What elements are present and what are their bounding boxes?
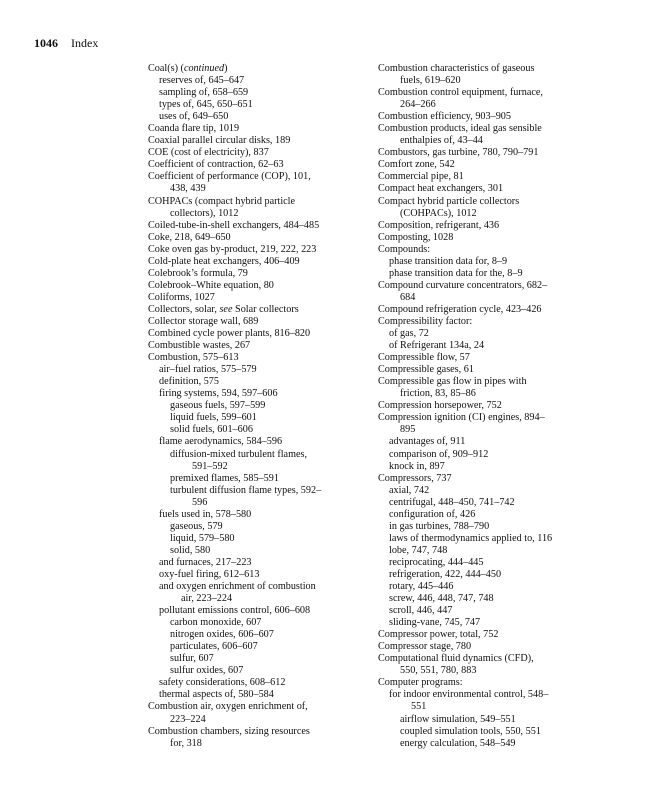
index-subentry: advantages of, 911	[389, 436, 466, 448]
index-entry-continuation: 550, 551, 780, 883	[400, 665, 477, 677]
index-subentry: reciprocating, 444–445	[389, 556, 484, 568]
index-subentry: fuels used in, 578–580	[159, 508, 252, 520]
index-subentry: definition, 575	[159, 376, 219, 388]
index-subentry: and furnaces, 217–223	[159, 556, 252, 568]
index-entry: Compact heat exchangers, 301	[378, 183, 504, 195]
index-entry: Coke, 218, 649–650	[148, 231, 231, 243]
index-entry: Coal(s) (continued)	[148, 63, 228, 74]
index-subentry: safety considerations, 608–612	[159, 677, 286, 689]
index-entry: Composition, refrigerant, 436	[378, 219, 500, 231]
index-subentry: firing systems, 594, 597–606	[159, 388, 278, 400]
index-subentry: and oxygen enrichment of combustion	[159, 581, 316, 593]
index-entry-continuation: collectors), 1012	[170, 207, 239, 219]
index-subentry: comparison of, 909–912	[389, 448, 489, 460]
index-entry: Coke oven gas by-product, 219, 222, 223	[148, 243, 317, 255]
index-subentry: of Refrigerant 134a, 24	[389, 340, 485, 352]
index-subentry: for indoor environmental control, 548–	[389, 689, 549, 701]
index-entry: Coliforms, 1027	[148, 291, 215, 303]
index-entry: Compounds:	[378, 243, 431, 255]
page-header	[34, 36, 98, 51]
index-column-right	[378, 63, 603, 750]
index-entry: Compressibility factor:	[378, 315, 473, 327]
index-entry-continuation: enthalpies of, 43–44	[400, 135, 483, 147]
index-entry: Compression horsepower, 752	[378, 400, 502, 412]
index-subentry: pollutant emissions control, 606–608	[159, 605, 311, 617]
index-entry: Combustion efficiency, 903–905	[378, 111, 511, 123]
index-subentry: in gas turbines, 788–790	[389, 520, 490, 532]
index-subentry: types of, 645, 650–651	[159, 99, 253, 111]
index-entry-continuation: fuels, 619–620	[400, 75, 461, 87]
index-entry: Compound curvature concentrators, 682–	[378, 279, 548, 291]
index-entry: Coanda flare tip, 1019	[148, 123, 240, 135]
index-entry: Coefficient of contraction, 62–63	[148, 159, 284, 171]
index-subentry: sliding-vane, 745, 747	[389, 617, 481, 629]
index-entry: Collector storage wall, 689	[148, 315, 259, 327]
index-entry: Compressors, 737	[378, 472, 452, 484]
index-entry: Collectors, solar, see Solar collectors	[148, 303, 299, 315]
index-subentry: rotary, 445–446	[389, 581, 454, 593]
index-subentry: knock in, 897	[389, 460, 445, 472]
index-entry-continuation: (COHPACs), 1012	[400, 207, 477, 219]
index-subentry: liquid, 579–580	[170, 532, 235, 544]
index-entry: Combustion products, ideal gas sensible	[378, 123, 542, 135]
index-entry-continuation: 223–224	[170, 713, 206, 725]
index-subentry: reserves of, 645–647	[159, 75, 245, 87]
index-entry: Compressible flow, 57	[378, 352, 470, 364]
index-subentry: centrifugal, 448–450, 741–742	[389, 496, 515, 508]
index-subentry: gaseous fuels, 597–599	[170, 400, 266, 412]
index-entry: Combustion chambers, sizing resources	[148, 725, 310, 737]
index-subentry: refrigeration, 422, 444–450	[389, 568, 502, 580]
index-subentry: particulates, 606–607	[170, 641, 258, 653]
index-subentry: laws of thermodynamics applied to, 116	[389, 532, 553, 544]
index-entry: Colebrook’s formula, 79	[148, 267, 248, 279]
index-entry: Combustible wastes, 267	[148, 340, 251, 352]
index-entry-continuation: 438, 439	[170, 183, 206, 195]
index-subentry: configuration of, 426	[389, 508, 476, 520]
index-entry: Computational fluid dynamics (CFD),	[378, 653, 534, 665]
index-subentry: energy calculation, 548–549	[400, 737, 516, 749]
index-entry: COHPACs (compact hybrid particle	[148, 195, 296, 207]
index-entry: Cold-plate heat exchangers, 406–409	[148, 255, 300, 267]
index-entry-continuation: 684	[400, 291, 416, 303]
index-entry: Compressor power, total, 752	[378, 629, 499, 641]
index-entry-continuation: 264–266	[400, 99, 436, 111]
index-entry: Combustion characteristics of gaseous	[378, 63, 535, 74]
index-entry: COE (cost of electricity), 837	[148, 147, 269, 159]
index-subentry: sulfur oxides, 607	[170, 665, 244, 677]
index-subentry: turbulent diffusion flame types, 592–	[170, 484, 322, 496]
index-subentry: solid fuels, 601–606	[170, 424, 253, 436]
index-subentry: uses of, 649–650	[159, 111, 229, 123]
index-entry: Compressible gases, 61	[378, 364, 474, 376]
index-subentry: sulfur, 607	[170, 653, 214, 665]
index-entry: Coefficient of performance (COP), 101,	[148, 171, 311, 183]
index-entry: Coiled-tube-in-shell exchangers, 484–485	[148, 219, 320, 231]
page-header-title: Index	[71, 36, 99, 50]
index-entry: Commercial pipe, 81	[378, 171, 464, 183]
index-subentry: gaseous, 579	[170, 520, 223, 532]
index-entry-continuation: air, 223–224	[181, 593, 233, 605]
index-entry-continuation: 596	[192, 496, 208, 508]
index-entry: Combustion, 575–613	[148, 352, 239, 364]
index-subentry: sampling of, 658–659	[159, 87, 249, 99]
index-entry: Comfort zone, 542	[378, 159, 455, 171]
index-entry-continuation: 591–592	[192, 460, 228, 472]
index-entry: Combined cycle power plants, 816–820	[148, 328, 311, 340]
index-entry: Combustors, gas turbine, 780, 790–791	[378, 147, 539, 159]
index-subentry: axial, 742	[389, 484, 430, 496]
index-subentry: oxy-fuel firing, 612–613	[159, 568, 260, 580]
index-subentry: phase transition data for the, 8–9	[389, 267, 523, 279]
index-subentry: lobe, 747, 748	[389, 544, 448, 556]
index-entry: Compression ignition (CI) engines, 894–	[378, 412, 545, 424]
index-subentry: screw, 446, 448, 747, 748	[389, 593, 494, 605]
index-entry: Composting, 1028	[378, 231, 454, 243]
index-subentry: thermal aspects of, 580–584	[159, 689, 274, 701]
index-entry: Computer programs:	[378, 677, 463, 689]
index-subentry: solid, 580	[170, 544, 211, 556]
index-entry-continuation: friction, 83, 85–86	[400, 388, 476, 400]
index-entry-continuation: 895	[400, 424, 416, 436]
index-subentry: nitrogen oxides, 606–607	[170, 629, 274, 641]
index-subentry: coupled simulation tools, 550, 551	[400, 725, 541, 737]
index-entry: Colebrook–White equation, 80	[148, 279, 274, 291]
index-subentry: of gas, 72	[389, 328, 429, 340]
index-column-left	[148, 63, 366, 750]
index-entry-continuation: for, 318	[170, 737, 202, 749]
page-number: 1046	[34, 36, 58, 50]
index-subentry: air–fuel ratios, 575–579	[159, 364, 257, 376]
index-entry: Compressor stage, 780	[378, 641, 472, 653]
index-entry: Compressible gas flow in pipes with	[378, 376, 527, 388]
index-entry: Combustion control equipment, furnace,	[378, 87, 543, 99]
index-entry-continuation: 551	[411, 701, 427, 713]
index-entry: Compact hybrid particle collectors	[378, 195, 520, 207]
index-subentry: carbon monoxide, 607	[170, 617, 262, 629]
index-subentry: flame aerodynamics, 584–596	[159, 436, 283, 448]
index-subentry: diffusion-mixed turbulent flames,	[170, 448, 308, 460]
index-entry: Compound refrigeration cycle, 423–426	[378, 303, 542, 315]
index-subentry: scroll, 446, 447	[389, 605, 453, 617]
index-subentry: liquid fuels, 599–601	[170, 412, 257, 424]
index-subentry: premixed flames, 585–591	[170, 472, 279, 484]
index-entry: Combustion air, oxygen enrichment of,	[148, 701, 308, 713]
index-subentry: airflow simulation, 549–551	[400, 713, 516, 725]
index-entry: Coaxial parallel circular disks, 189	[148, 135, 291, 147]
index-subentry: phase transition data for, 8–9	[389, 255, 508, 267]
